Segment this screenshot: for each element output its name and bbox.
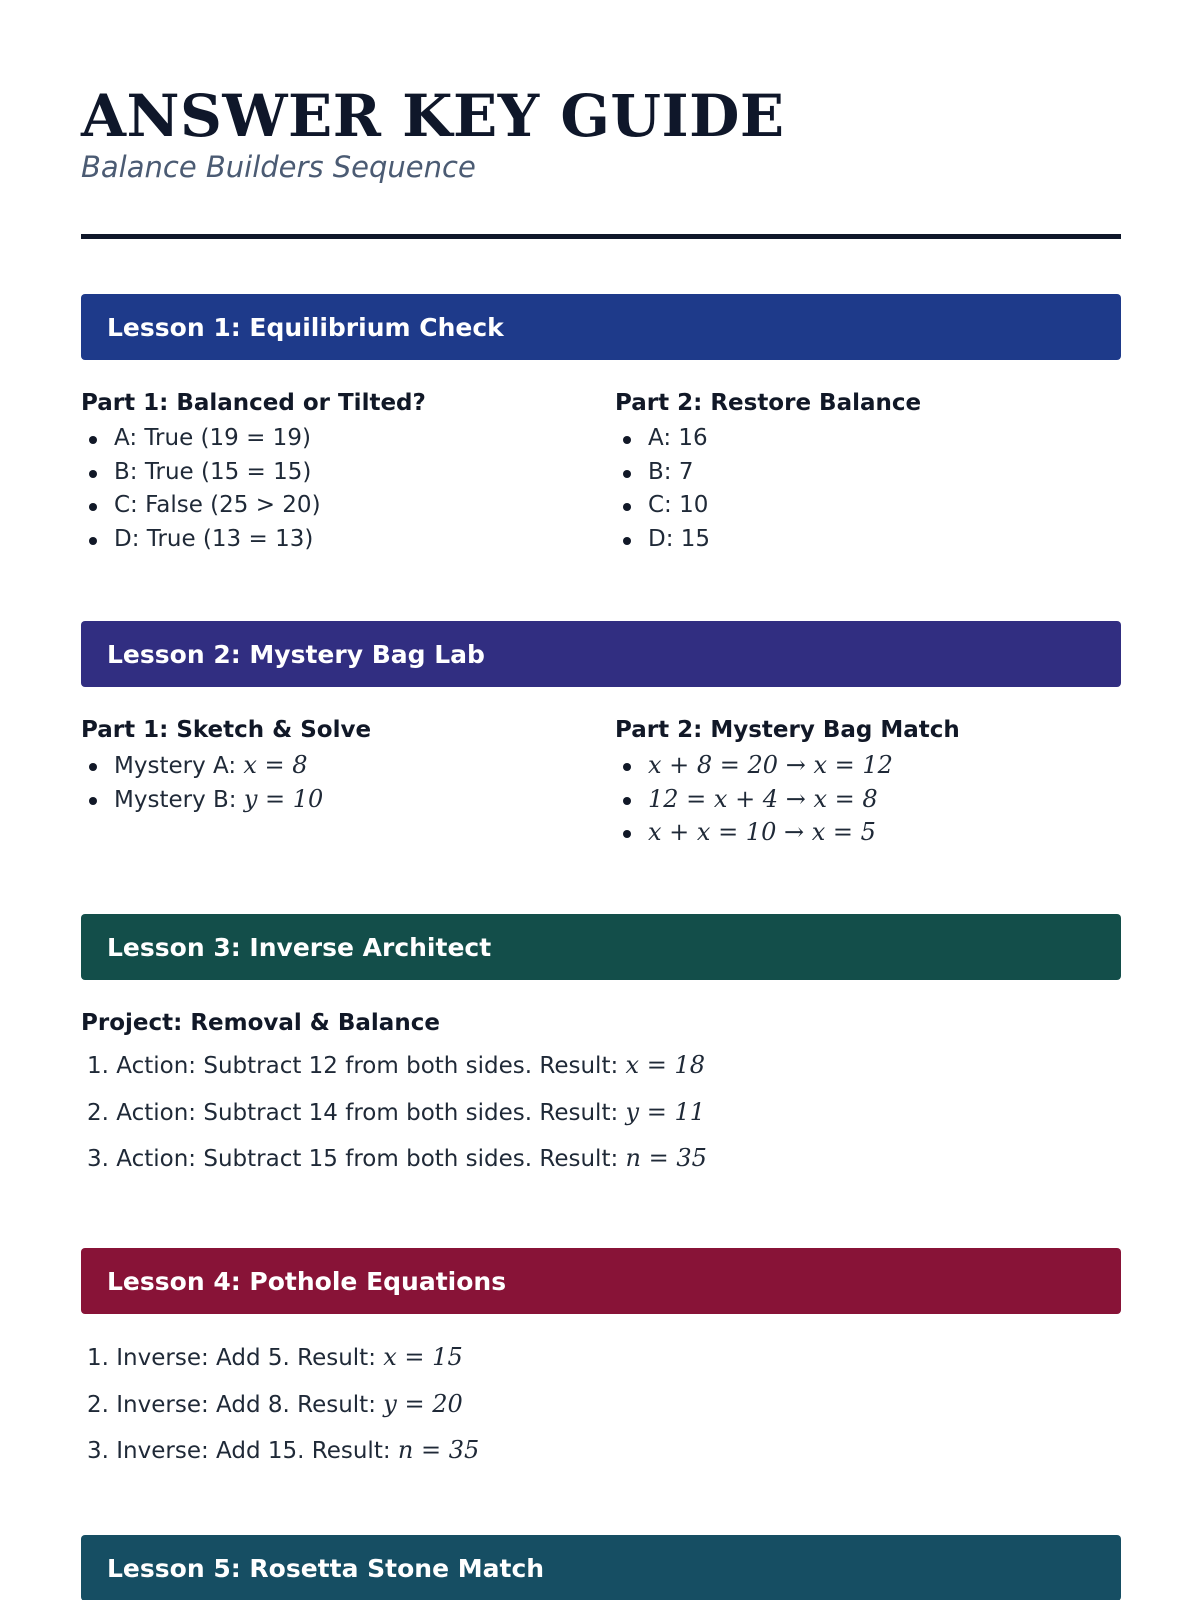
math-expression: x = 15 xyxy=(383,1343,463,1371)
lesson-2-part-1 xyxy=(81,717,581,816)
part-title: Part 2: Mystery Bag Match xyxy=(615,717,960,743)
answer-item: C: False (25 > 20) xyxy=(81,489,581,523)
step-number: 2. xyxy=(87,1391,109,1418)
lesson-1-title: Lesson 1: Equilibrium Check xyxy=(107,312,504,342)
lesson-2-header xyxy=(81,621,1121,687)
step-number: 2. xyxy=(87,1099,109,1126)
math-expression: y = 20 xyxy=(383,1389,463,1418)
answer-label: Mystery A: xyxy=(114,753,244,779)
answer-item xyxy=(81,783,581,817)
lesson-5-header xyxy=(81,1535,1121,1600)
math-expression: y = 10 xyxy=(243,784,324,813)
answer-list xyxy=(81,749,581,816)
step-item xyxy=(81,1334,1121,1381)
step-item xyxy=(81,1042,1121,1089)
part-title: Part 1: Balanced or Tilted? xyxy=(81,390,426,416)
step-item xyxy=(81,1135,1121,1182)
math-expression: x + x = 10 → x = 5 xyxy=(648,818,876,846)
title-divider xyxy=(81,234,1121,239)
lesson-2-part-2 xyxy=(615,717,1115,850)
lesson-1-part-2 xyxy=(615,390,1115,556)
math-expression: n = 35 xyxy=(397,1436,480,1464)
answer-list xyxy=(615,422,1115,556)
step-number: 1. xyxy=(87,1053,109,1079)
step-number: 1. xyxy=(87,1345,109,1371)
step-text: Inverse: Add 5. Result: xyxy=(116,1345,384,1371)
lesson-2-title: Lesson 2: Mystery Bag Lab xyxy=(107,639,485,669)
lesson-3-title: Lesson 3: Inverse Architect xyxy=(107,932,492,962)
part-title: Part 2: Restore Balance xyxy=(615,390,922,416)
answer-item xyxy=(81,749,581,783)
answer-item xyxy=(615,749,1115,783)
project-title: Project: Removal & Balance xyxy=(81,1010,440,1036)
lesson-4-header xyxy=(81,1248,1121,1314)
document-subtitle: Balance Builders Sequence xyxy=(81,150,476,184)
lesson-1-header xyxy=(81,294,1121,360)
answer-item: A: True (19 = 19) xyxy=(81,422,581,456)
answer-item: A: 16 xyxy=(615,422,1115,456)
answer-item xyxy=(615,783,1115,817)
math-expression: n = 35 xyxy=(625,1144,707,1172)
answer-label: Mystery B: xyxy=(114,786,244,813)
lesson-3-header xyxy=(81,914,1121,980)
lesson-4-title: Lesson 4: Pothole Equations xyxy=(107,1266,507,1296)
step-text: Action: Subtract 14 from both sides. Result: xyxy=(116,1099,626,1126)
answer-list xyxy=(81,422,581,556)
step-number: 3. xyxy=(87,1146,109,1172)
step-item xyxy=(81,1427,1121,1474)
step-text: Action: Subtract 12 from both sides. Result: xyxy=(116,1053,626,1079)
part-title: Part 1: Sketch & Solve xyxy=(81,717,372,743)
step-item xyxy=(81,1089,1121,1136)
step-number: 3. xyxy=(87,1438,109,1464)
answer-item: D: 15 xyxy=(615,523,1115,557)
step-text: Inverse: Add 15. Result: xyxy=(116,1438,398,1464)
step-text: Action: Subtract 15 from both sides. Result: xyxy=(116,1146,626,1172)
lesson-3-project xyxy=(81,1010,1121,1182)
lesson-5-title: Lesson 5: Rosetta Stone Match xyxy=(107,1553,545,1583)
lesson-1-part-1 xyxy=(81,390,581,556)
math-expression: y = 11 xyxy=(625,1097,705,1126)
document-title: ANSWER KEY GUIDE xyxy=(81,82,785,150)
answer-list xyxy=(615,749,1115,850)
step-list xyxy=(81,1334,1121,1474)
answer-item: D: True (13 = 13) xyxy=(81,523,581,557)
math-expression: x + 8 = 20 → x = 12 xyxy=(648,751,893,779)
answer-item: C: 10 xyxy=(615,489,1115,523)
answer-item: B: True (15 = 15) xyxy=(81,456,581,490)
step-item xyxy=(81,1381,1121,1428)
step-text: Inverse: Add 8. Result: xyxy=(116,1391,384,1418)
math-expression: x = 8 xyxy=(243,751,308,779)
lesson-4-answers xyxy=(81,1334,1121,1474)
answer-item xyxy=(615,816,1115,850)
math-expression: 12 = x + 4 → x = 8 xyxy=(648,784,878,813)
answer-item: B: 7 xyxy=(615,456,1115,490)
math-expression: x = 18 xyxy=(625,1051,705,1079)
step-list xyxy=(81,1042,1121,1182)
